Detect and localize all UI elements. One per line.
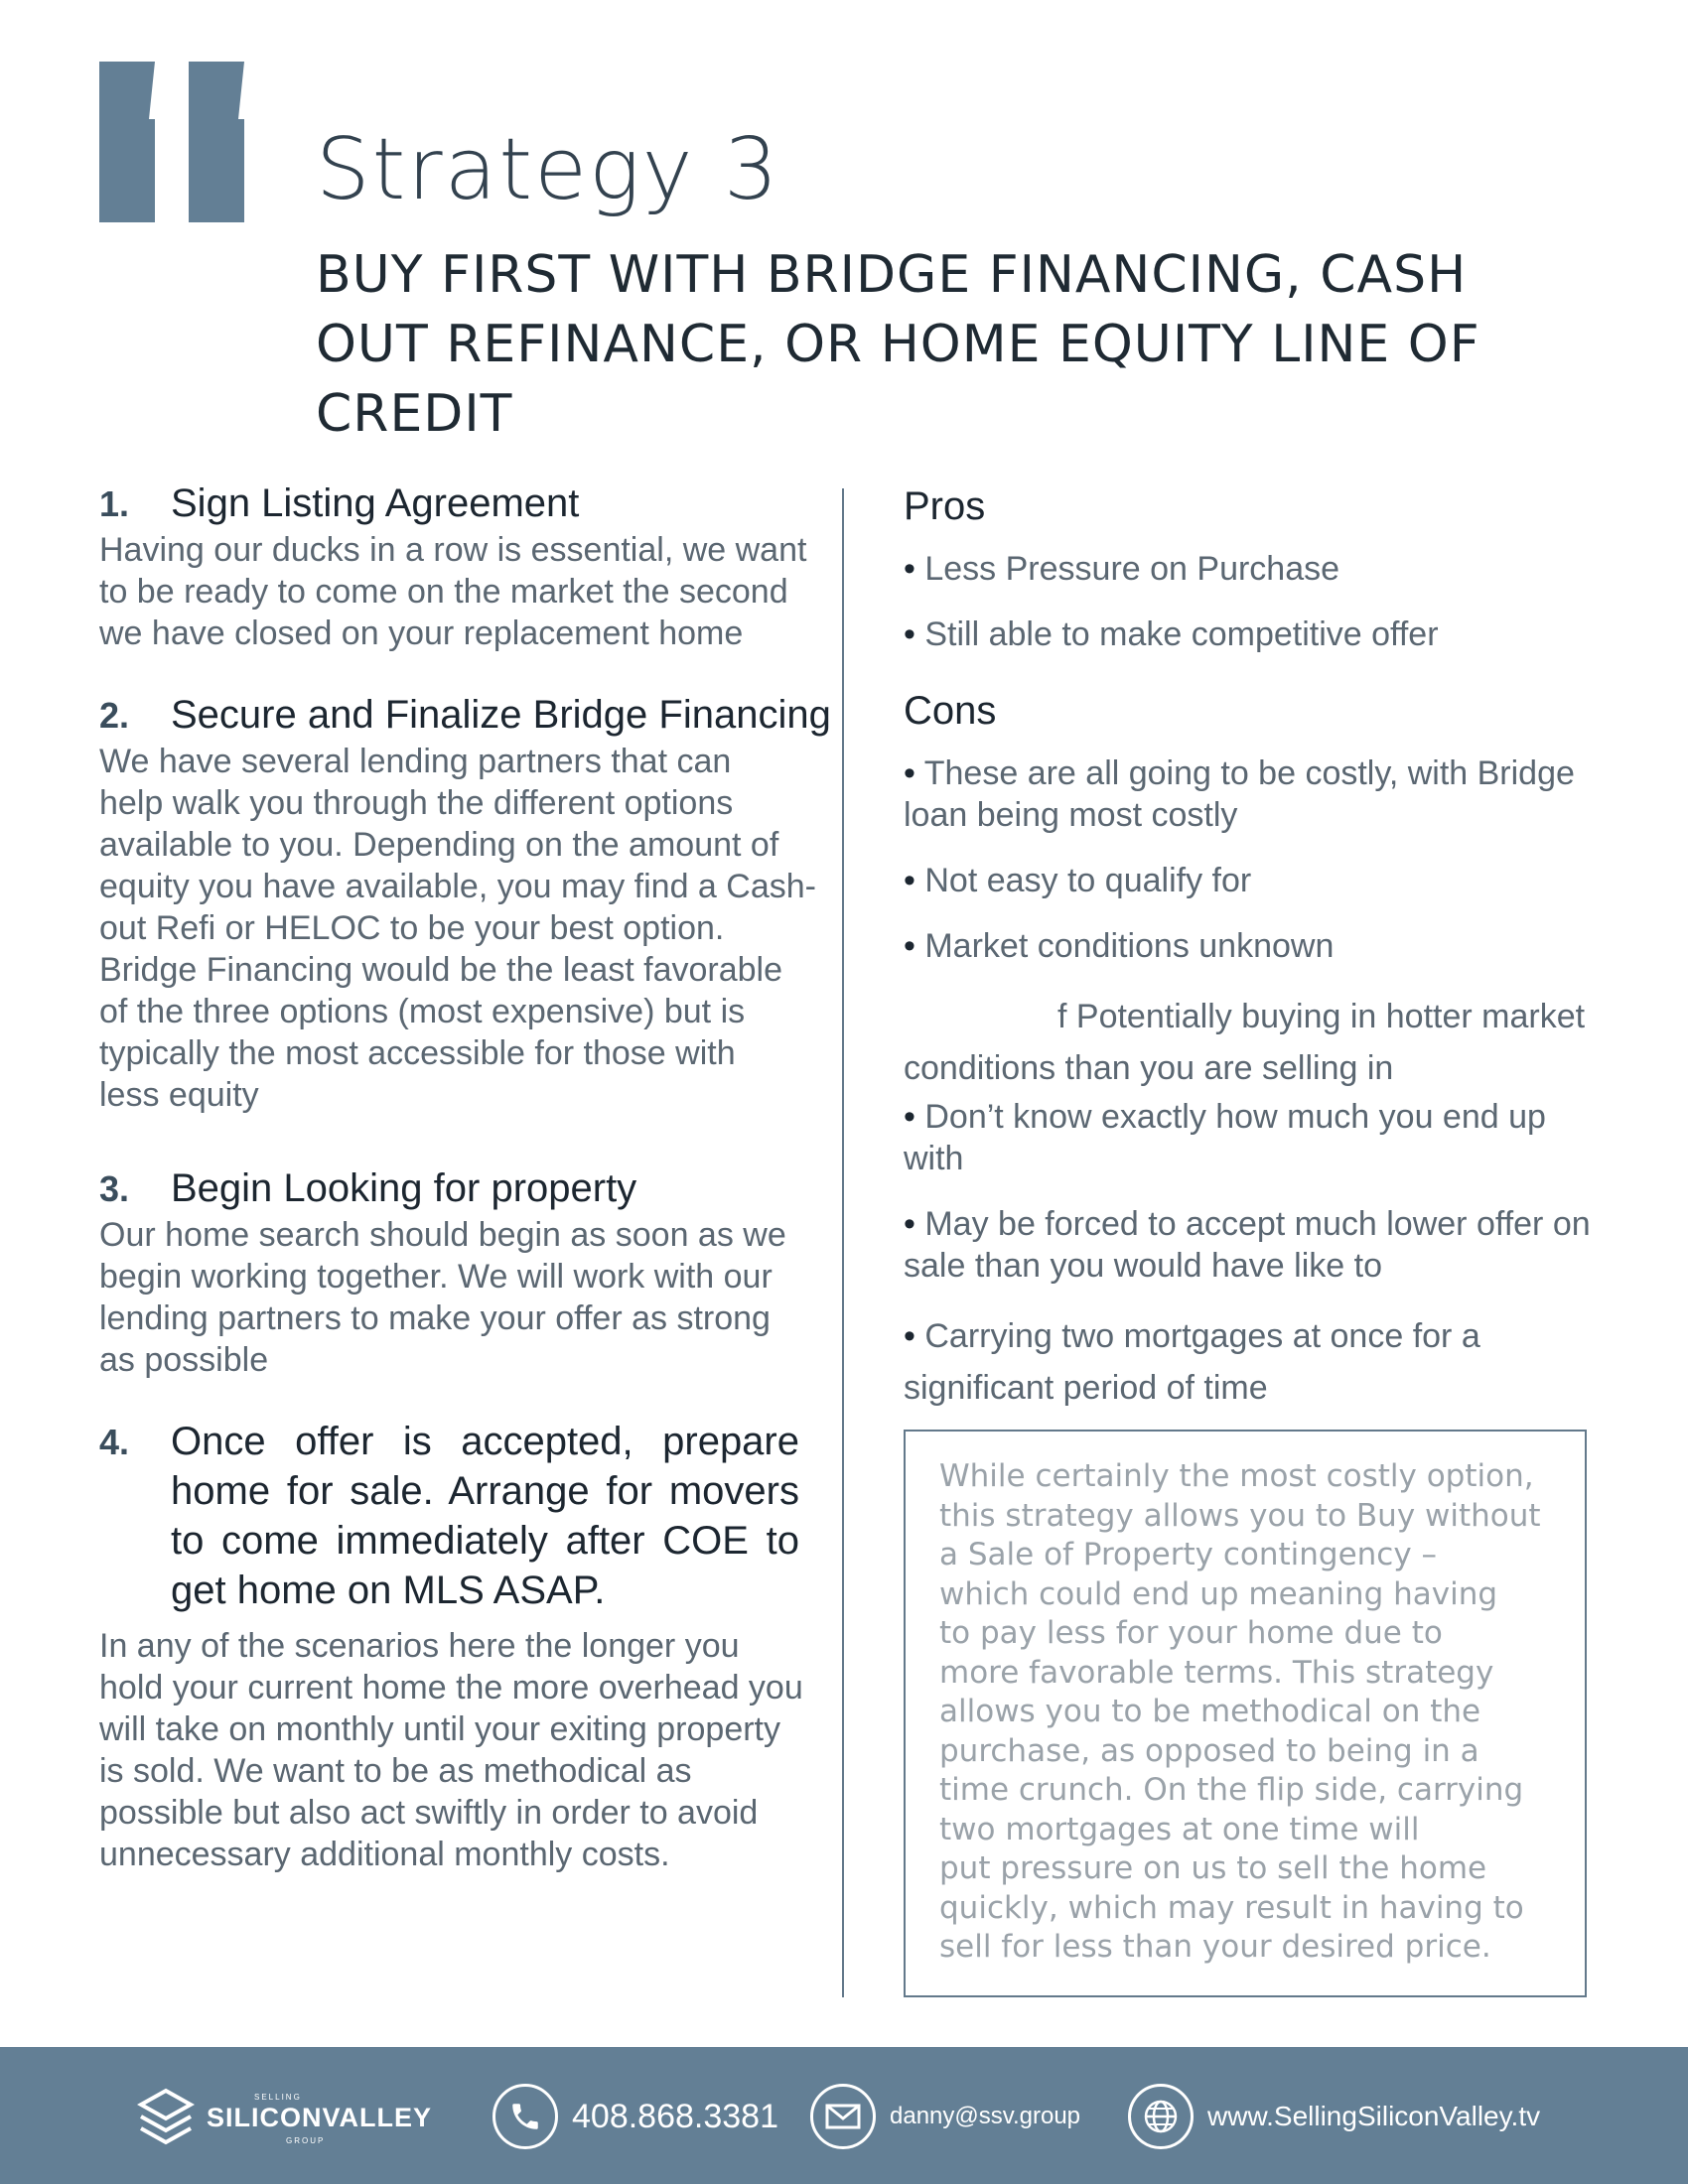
body-line: less equity	[99, 1076, 259, 1114]
body-line: hold your current home the more overhead you	[99, 1669, 803, 1706]
email-address: danny@ssv.group	[890, 2103, 1081, 2129]
body-line: help walk you through the different options	[99, 784, 734, 822]
cons-item: • Carrying two mortgages at once for a significant period of time	[904, 1310, 1599, 1414]
cons-item: • Not easy to qualify for	[904, 862, 1252, 899]
step-title-line: get home on MLS ASAP.	[171, 1569, 606, 1612]
callout-line: allows you to be methodical on the	[939, 1694, 1481, 1729]
callout-line: purchase, as opposed to being in a	[939, 1732, 1479, 1769]
item-text: May be forced to accept much lower offer on	[924, 1205, 1591, 1243]
cons-item: • Don’t know exactly how much you end up with	[904, 1098, 1546, 1177]
page-subtitle	[316, 240, 1607, 449]
step-title: Sign Listing Agreement	[171, 481, 580, 525]
steps-column	[99, 478, 831, 1911]
body-line: possible but also act swiftly in order to avoid	[99, 1794, 759, 1832]
step-body	[99, 741, 816, 1116]
logo-top-text: SELLING	[254, 2093, 302, 2102]
step-title	[171, 1417, 799, 1615]
column-divider	[842, 488, 844, 1997]
step-body	[99, 529, 807, 654]
body-line: available to you. Depending on the amount of	[99, 826, 779, 864]
step-title-line: to come immediately after COE to	[171, 1519, 799, 1563]
website-url: www.SellingSiliconValley.tv	[1207, 2101, 1541, 2131]
logo-mark-icon	[137, 2087, 195, 2148]
step-title: Begin Looking for property	[171, 1166, 637, 1210]
item-text: Don’t know exactly how much you end up with	[904, 1098, 1546, 1177]
body-line: out Refi or HELOC to be your best option.	[99, 909, 725, 947]
body-line: we have closed on your replacement home	[99, 614, 744, 652]
callout-line: time crunch. On the flip side, carrying	[939, 1772, 1524, 1808]
mail-icon	[810, 2084, 876, 2149]
body-line: typically the most accessible for those with	[99, 1034, 736, 1072]
callout-line: two mortgages at one time will	[939, 1811, 1420, 1847]
item-text: loan being most costly	[904, 796, 1238, 834]
body-line: lending partners to make your offer as strong	[99, 1299, 771, 1337]
step-number: 2.	[99, 695, 130, 736]
cons-item: • May be forced to accept much lower offer on sale than you would have like to	[904, 1203, 1599, 1287]
step-1	[99, 478, 807, 654]
cons-item: • These are all going to be costly, with Bridge loan being most costly	[904, 752, 1599, 836]
body-line: equity you have available, you may find a Cash-	[99, 868, 816, 905]
subtitle-line: CREDIT	[316, 384, 513, 444]
website-contact[interactable]	[1128, 2081, 1540, 2152]
quote-mark-icon	[91, 50, 260, 248]
phone-contact[interactable]	[492, 2081, 778, 2152]
step-body	[99, 1214, 799, 1381]
step-number: 4.	[99, 1422, 130, 1462]
step-number: 1.	[99, 483, 130, 524]
logo-bottom-text: GROUP	[286, 2136, 326, 2145]
item-text: sale than you would have like to	[904, 1247, 1382, 1285]
callout-line: sell for less than your desired price.	[939, 1929, 1491, 1965]
item-text: These are all going to be costly, with Bridge	[923, 754, 1575, 792]
body-line: unnecessary additional monthly costs.	[99, 1836, 670, 1873]
item-text: Less Pressure on Purchase	[924, 550, 1340, 588]
body-line: Our home search should begin as soon as we	[99, 1216, 786, 1254]
item-text: Carrying two mortgages at once for a	[924, 1317, 1480, 1355]
step-4	[99, 1417, 803, 1875]
pros-item: • Less Pressure on Purchase	[904, 550, 1340, 588]
body-line: In any of the scenarios here the longer you	[99, 1627, 740, 1665]
email-contact[interactable]	[810, 2081, 1080, 2152]
step-number: 3.	[99, 1168, 130, 1209]
body-line: to be ready to come on the market the second	[99, 573, 788, 611]
item-text: significant period of time	[904, 1369, 1268, 1407]
callout-line: which could end up meaning having	[939, 1575, 1498, 1612]
body-line: Bridge Financing would be the least favorable	[99, 951, 782, 989]
pros-cons-column	[904, 478, 1599, 1437]
cons-heading: Cons	[904, 689, 997, 733]
body-line: We have several lending partners that can	[99, 743, 732, 780]
page-title: Strategy 3	[316, 120, 780, 219]
logo-main-text: SILICONVALLEY	[207, 2103, 433, 2132]
cons-item	[904, 991, 1599, 1094]
phone-number: 408.868.3381	[572, 2097, 778, 2135]
footer-bar	[0, 2047, 1688, 2184]
step-title: Secure and Finalize Bridge Financing	[171, 693, 831, 737]
subtitle-line: OUT REFINANCE, OR HOME EQUITY LINE OF	[316, 315, 1480, 374]
callout-line: While certainly the most costly option,	[939, 1458, 1534, 1494]
item-text: Market conditions unknown	[924, 927, 1335, 965]
body-line: as possible	[99, 1341, 269, 1379]
body-line: begin working together. We will work with our	[99, 1258, 773, 1296]
phone-icon	[492, 2084, 558, 2149]
callout-line: this strategy allows you to Buy without	[939, 1497, 1541, 1534]
body-line: is sold. We want to be as methodical as	[99, 1752, 692, 1790]
subtitle-line: BUY FIRST WITH BRIDGE FINANCING, CASH	[316, 245, 1468, 305]
step-body	[99, 1625, 803, 1875]
body-line: will take on monthly until your exiting property	[99, 1710, 780, 1748]
item-text: conditions than you are selling in	[904, 1049, 1394, 1087]
summary-callout	[904, 1430, 1587, 1997]
item-text: Not easy to qualify for	[924, 862, 1252, 899]
step-3	[99, 1163, 799, 1381]
item-text: Still able to make competitive offer	[924, 615, 1439, 653]
pros-heading: Pros	[904, 484, 986, 528]
callout-line: quickly, which may result in having to	[939, 1889, 1524, 1926]
body-line: Having our ducks in a row is essential, we want	[99, 531, 807, 569]
company-logo	[137, 2087, 433, 2150]
step-title-line: home for sale. Arrange for movers	[171, 1469, 799, 1513]
item-text: f Potentially buying in hotter market	[1057, 998, 1586, 1035]
callout-line: to pay less for your home due to	[939, 1615, 1443, 1651]
cons-item: • Market conditions unknown	[904, 927, 1335, 965]
globe-icon	[1128, 2084, 1194, 2149]
step-title-line: Once offer is accepted, prepare	[171, 1420, 799, 1463]
body-line: of the three options (most expensive) but is	[99, 993, 746, 1030]
callout-line: more favorable terms. This strategy	[939, 1654, 1494, 1691]
step-2	[99, 690, 831, 1116]
callout-line: a Sale of Property contingency –	[939, 1537, 1438, 1572]
callout-line: put pressure on us to sell the home	[939, 1850, 1487, 1886]
pros-item: • Still able to make competitive offer	[904, 615, 1439, 653]
